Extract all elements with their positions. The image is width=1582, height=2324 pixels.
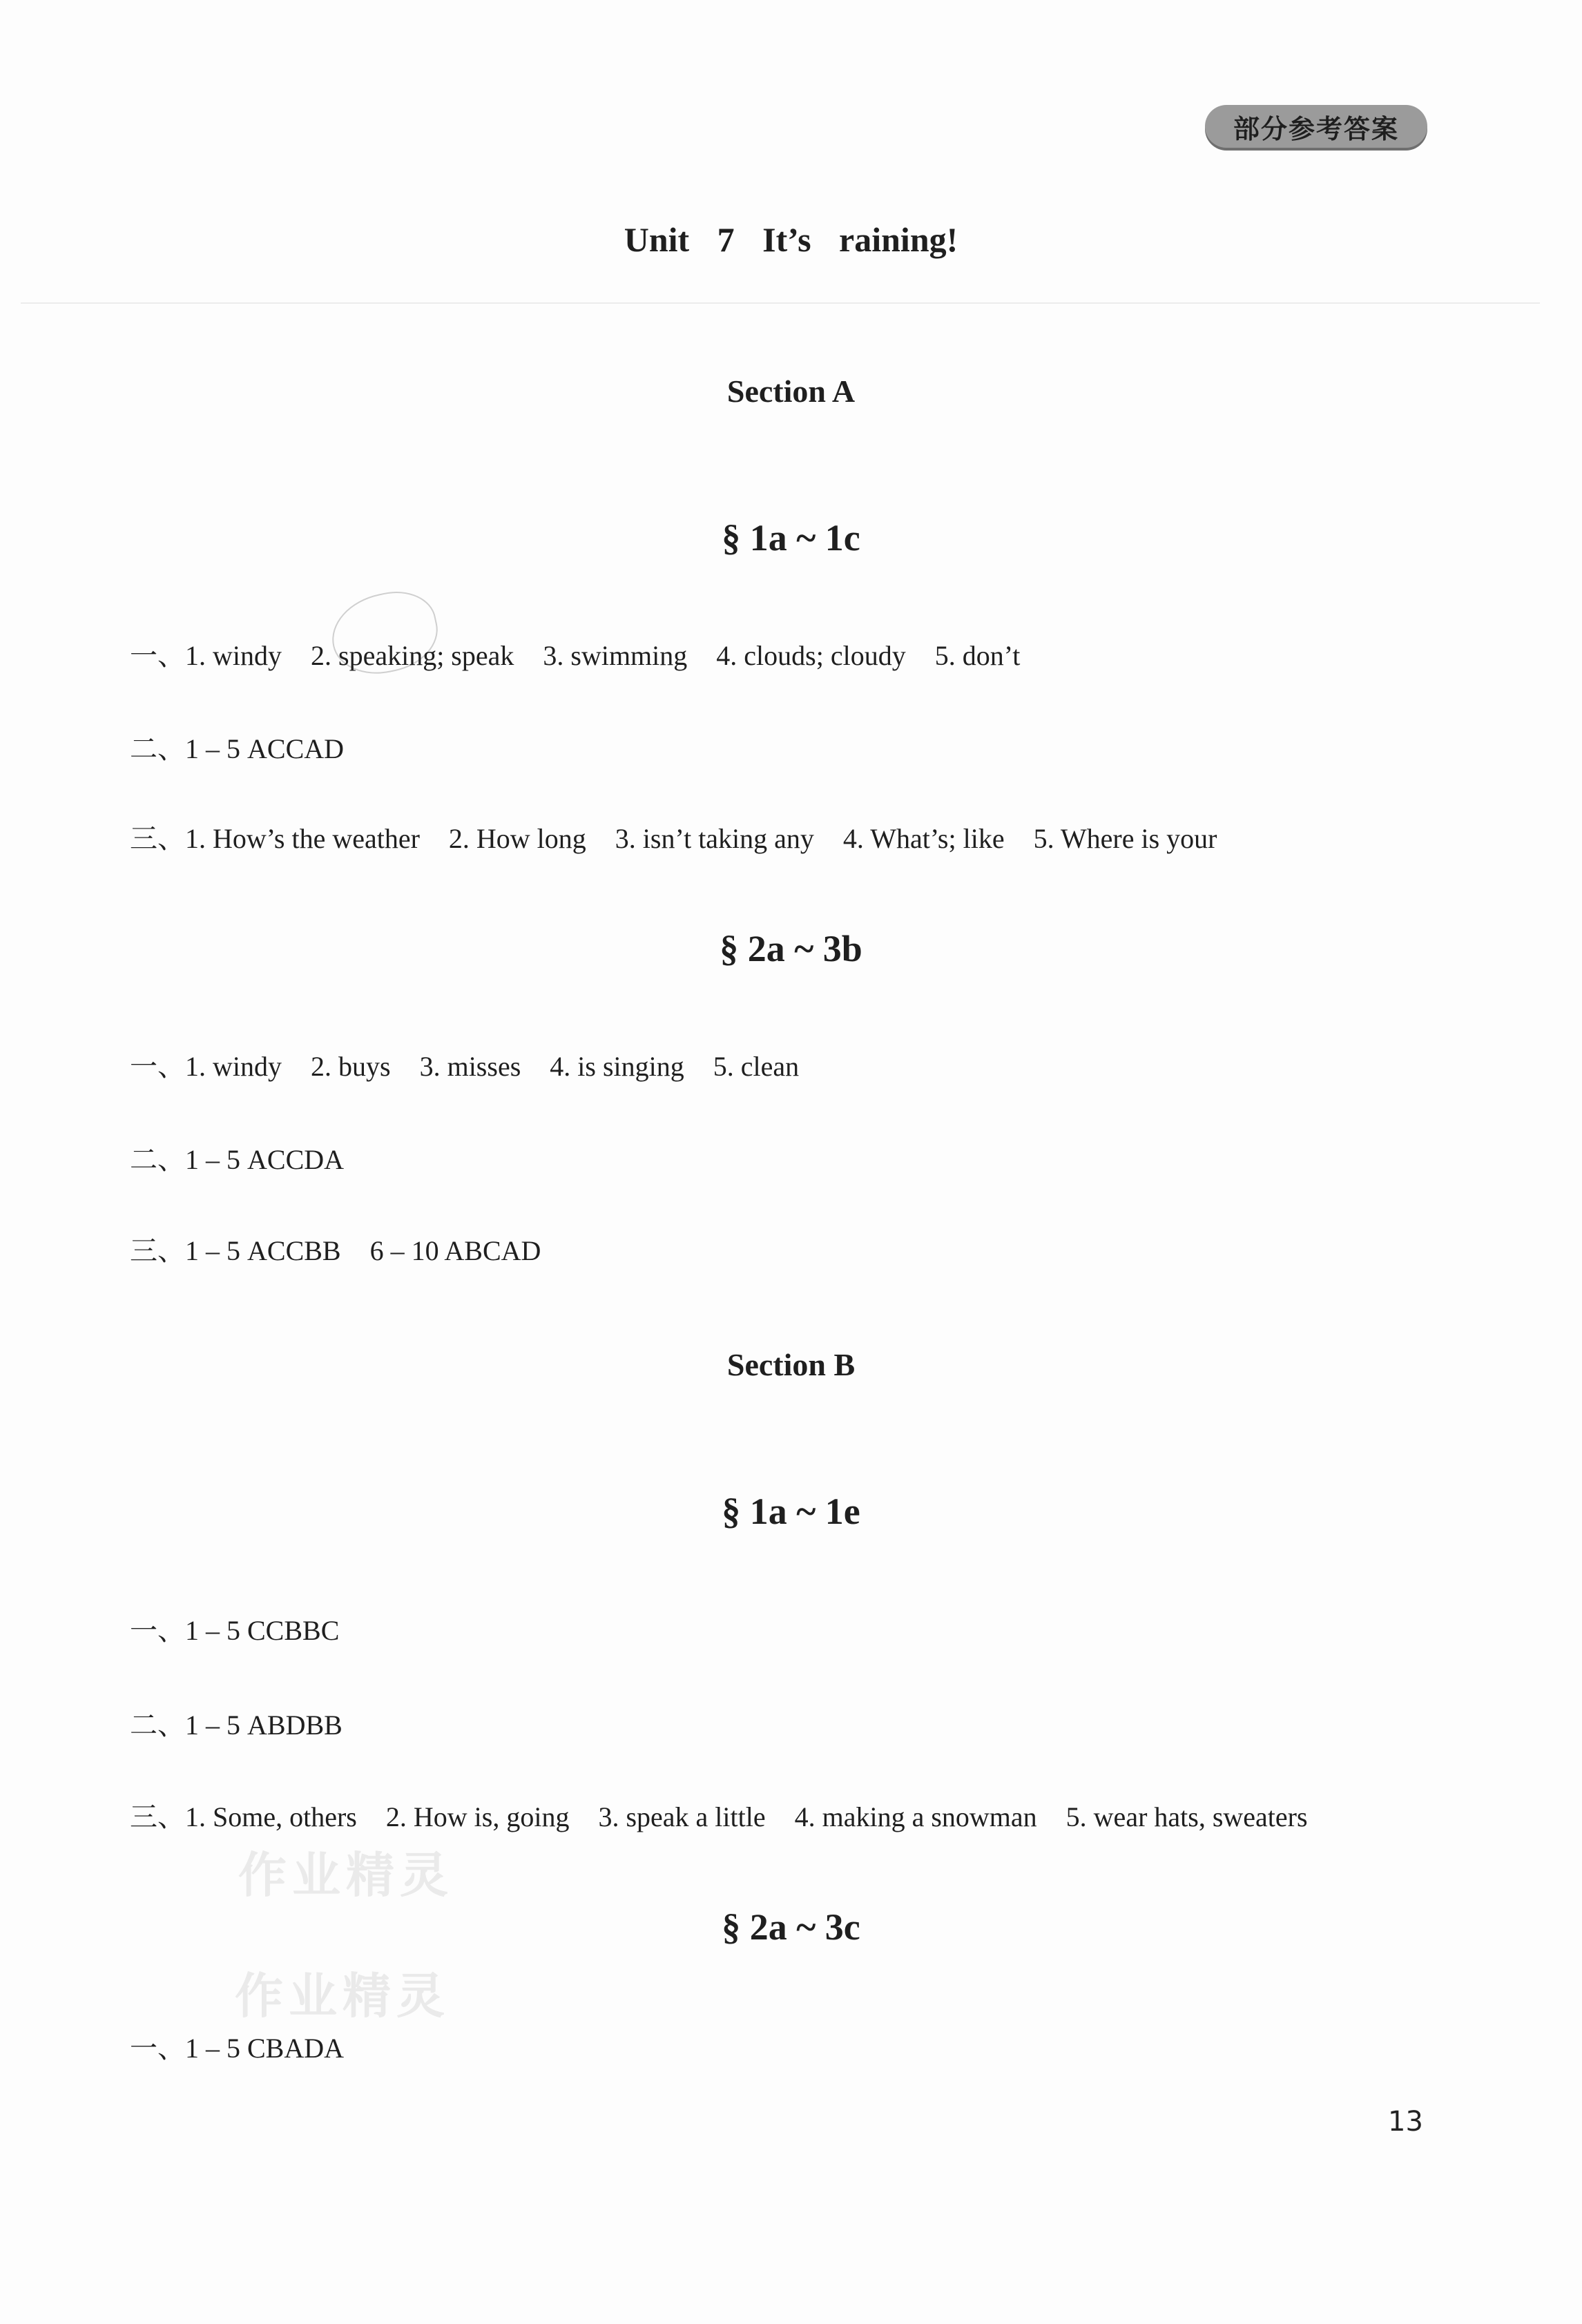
line-prefix: 一、 bbox=[130, 2033, 185, 2064]
line-prefix: 一、 bbox=[130, 1615, 185, 1646]
line-prefix: 二、 bbox=[130, 1710, 185, 1741]
section-b-part1-line2 bbox=[130, 1703, 343, 1743]
section-a-part1-line2 bbox=[130, 727, 344, 766]
answer-item: 4. making a snowman bbox=[794, 1801, 1037, 1832]
answer-item: 2. speaking; speak bbox=[311, 640, 514, 671]
line-prefix: 一、 bbox=[130, 640, 185, 671]
answer-item: 5. clean bbox=[713, 1051, 800, 1082]
answer-item: 2. How is, going bbox=[385, 1801, 570, 1832]
answer-item: 1 – 5 ACCAD bbox=[185, 733, 345, 764]
answer-item: 5. Where is your bbox=[1033, 823, 1217, 854]
answer-item: 4. What’s; like bbox=[842, 823, 1005, 854]
answer-item: 3. misses bbox=[419, 1051, 521, 1082]
unit-title: Unit 7 It’s raining! bbox=[624, 220, 958, 259]
section-b-part2-heading: § 2a ~ 3c bbox=[722, 1906, 860, 1948]
section-a-part2-heading: § 2a ~ 3b bbox=[720, 928, 862, 969]
section-a-part1-heading: § 1a ~ 1c bbox=[722, 517, 860, 559]
answer-item: 5. wear hats, sweaters bbox=[1065, 1801, 1308, 1832]
answer-item: 1 – 5 CBADA bbox=[185, 2033, 345, 2064]
answer-item: 1 – 5 ACCDA bbox=[185, 1144, 345, 1175]
section-a-title: Section A bbox=[726, 374, 856, 409]
section-a-part1-line3 bbox=[130, 817, 1217, 856]
watermark: 作业精灵 bbox=[235, 1968, 450, 2024]
answer-item: 1 – 5 ACCBB bbox=[185, 1235, 341, 1266]
line-prefix: 三、 bbox=[130, 823, 185, 854]
watermark: 作业精灵 bbox=[238, 1847, 454, 1904]
section-a-part2-line1 bbox=[130, 1045, 799, 1084]
section-a-part2-line3 bbox=[130, 1229, 541, 1268]
answer-item: 3. speak a little bbox=[598, 1801, 766, 1832]
section-a-part2-line2 bbox=[130, 1138, 344, 1177]
page-number: 13 bbox=[1388, 2106, 1423, 2138]
answer-item: 2. How long bbox=[448, 823, 586, 854]
section-b-part2-line1 bbox=[130, 2026, 344, 2066]
line-prefix: 二、 bbox=[130, 733, 185, 764]
answer-item: 3. swimming bbox=[543, 640, 688, 671]
answer-item: 4. clouds; cloudy bbox=[716, 640, 906, 671]
line-prefix: 二、 bbox=[130, 1144, 185, 1175]
answer-item: 1. windy bbox=[185, 640, 282, 671]
line-prefix: 一、 bbox=[130, 1051, 185, 1082]
divider bbox=[21, 302, 1540, 304]
answer-item: 3. isn’t taking any bbox=[615, 823, 814, 854]
answer-item: 1. How’s the weather bbox=[185, 823, 420, 854]
section-b-part1-line3 bbox=[130, 1795, 1308, 1834]
answer-item: 2. buys bbox=[311, 1051, 391, 1082]
answer-item: 1. Some, others bbox=[185, 1801, 357, 1832]
section-b-part1-heading: § 1a ~ 1e bbox=[722, 1491, 860, 1532]
section-b-part1-line1 bbox=[130, 1609, 339, 1648]
line-prefix: 三、 bbox=[130, 1235, 185, 1266]
answer-key-badge: 部分参考答案 bbox=[1205, 105, 1427, 148]
answer-item: 1 – 5 CCBBC bbox=[185, 1615, 340, 1646]
answer-item: 5. don’t bbox=[934, 640, 1021, 671]
line-prefix: 三、 bbox=[130, 1801, 185, 1832]
section-a-part1-line1 bbox=[130, 634, 1020, 673]
answer-item: 6 – 10 ABCAD bbox=[369, 1235, 541, 1266]
section-b-title: Section B bbox=[726, 1347, 856, 1382]
answer-item: 4. is singing bbox=[550, 1051, 684, 1082]
answer-item: 1 – 5 ABDBB bbox=[185, 1710, 343, 1741]
answer-item: 1. windy bbox=[185, 1051, 282, 1082]
